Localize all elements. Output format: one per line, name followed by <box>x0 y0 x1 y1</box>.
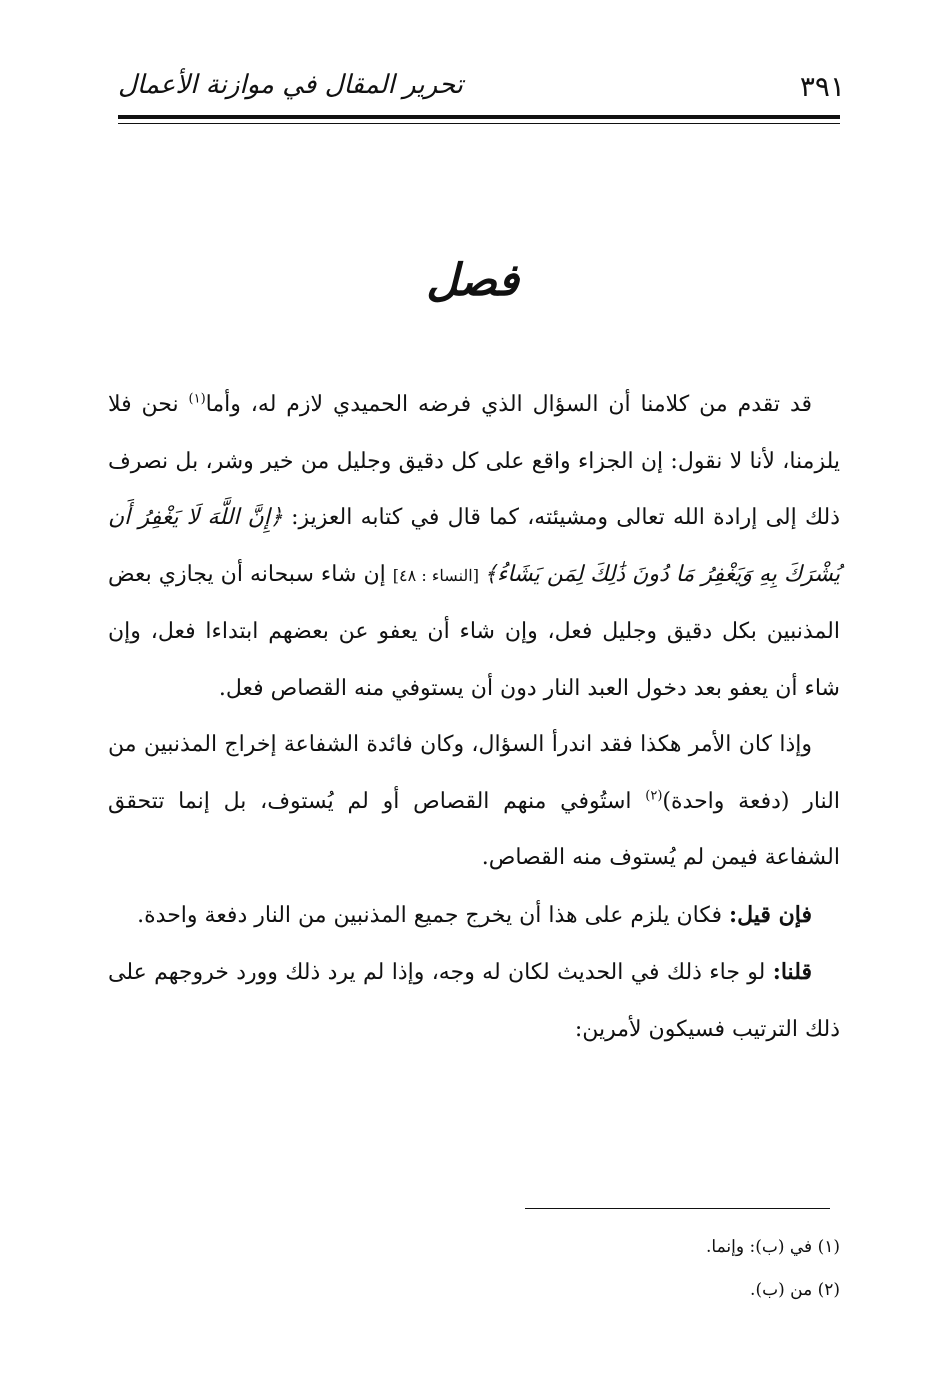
quran-reference: [النساء : ٤٨] <box>392 565 485 585</box>
footnote-ref-2: (٢) <box>645 788 663 804</box>
header-rule-thin <box>118 123 840 124</box>
paragraph-4-text: لو جاء ذلك في الحديث لكان له وجه، وإذا لم يرد ذلك وورد خروجهم على ذلك الترتيب فسيكون لأمرين: <box>108 960 840 1042</box>
paragraph-2 <box>108 717 840 887</box>
section-title: فصل <box>426 255 519 306</box>
paragraph-1-text-c: إن شاء سبحانه أن يجازي بعض المذنبين بكل دقيق وجليل فعل، وإن شاء أن يعفو عن بعضهم ابتداءا فعل، وإن شاء أن يعفو بعد دخول العبد النار دون أن يستوفي منه القصاص فعل. <box>108 561 840 701</box>
footnote-separator <box>525 1208 830 1209</box>
paragraph-2-text-b: استُوفي منهم القصاص أو لم يُستوف، بل إنما تتحقق الشفاعة فيمن لم يُستوف منه القصاص. <box>108 788 840 870</box>
body-text <box>108 377 840 1058</box>
header-rule-thick <box>118 115 840 119</box>
page-number: ٣٩١ <box>799 70 845 103</box>
quran-verse: ﴿إِنَّ اللَّهَ لَا يَغْفِرُ أَن يُشْرَكَ بِهِ وَيَغْفِرُ مَا دُونَ ذَٰلِكَ لِمَن يَشَاءُ﴾ <box>108 505 840 587</box>
footnote-2: (٢) من (ب). <box>750 1280 840 1300</box>
paragraph-1 <box>108 377 840 717</box>
footnotes <box>440 1226 840 1312</box>
paragraph-2-text-a: وإذا كان الأمر هكذا فقد اندرأ السؤال، وكان فائدة الشفاعة إخراج المذنبين من النار (دفعة واحدة) <box>108 732 840 814</box>
running-title: تحرير المقال في موازنة الأعمال <box>118 70 463 100</box>
footnote-ref-1: (١) <box>188 391 206 407</box>
reply-label: قلنا: <box>772 959 812 985</box>
paragraph-3 <box>108 887 840 945</box>
footnote-1: (١) في (ب): وإنما. <box>706 1237 840 1257</box>
paragraph-1-text-b: نحن فلا يلزمنا، لأنا لا نقول: إن الجزاء واقع على كل دقيق وجليل من خير وشر، بل نصرف ذلك إلى إرادة الله تعالى ومشيئته، كما قال في كتابه العزيز: <box>108 392 840 530</box>
paragraph-3-text: فكان يلزم على هذا أن يخرج جميع المذنبين من النار دفعة واحدة. <box>137 902 730 928</box>
objection-label: فإن قيل: <box>729 901 812 928</box>
paragraph-4 <box>108 944 840 1058</box>
paragraph-1-text-a: قد تقدم من كلامنا أن السؤال الذي فرضه الحميدي لازم له، وأما <box>205 392 813 417</box>
